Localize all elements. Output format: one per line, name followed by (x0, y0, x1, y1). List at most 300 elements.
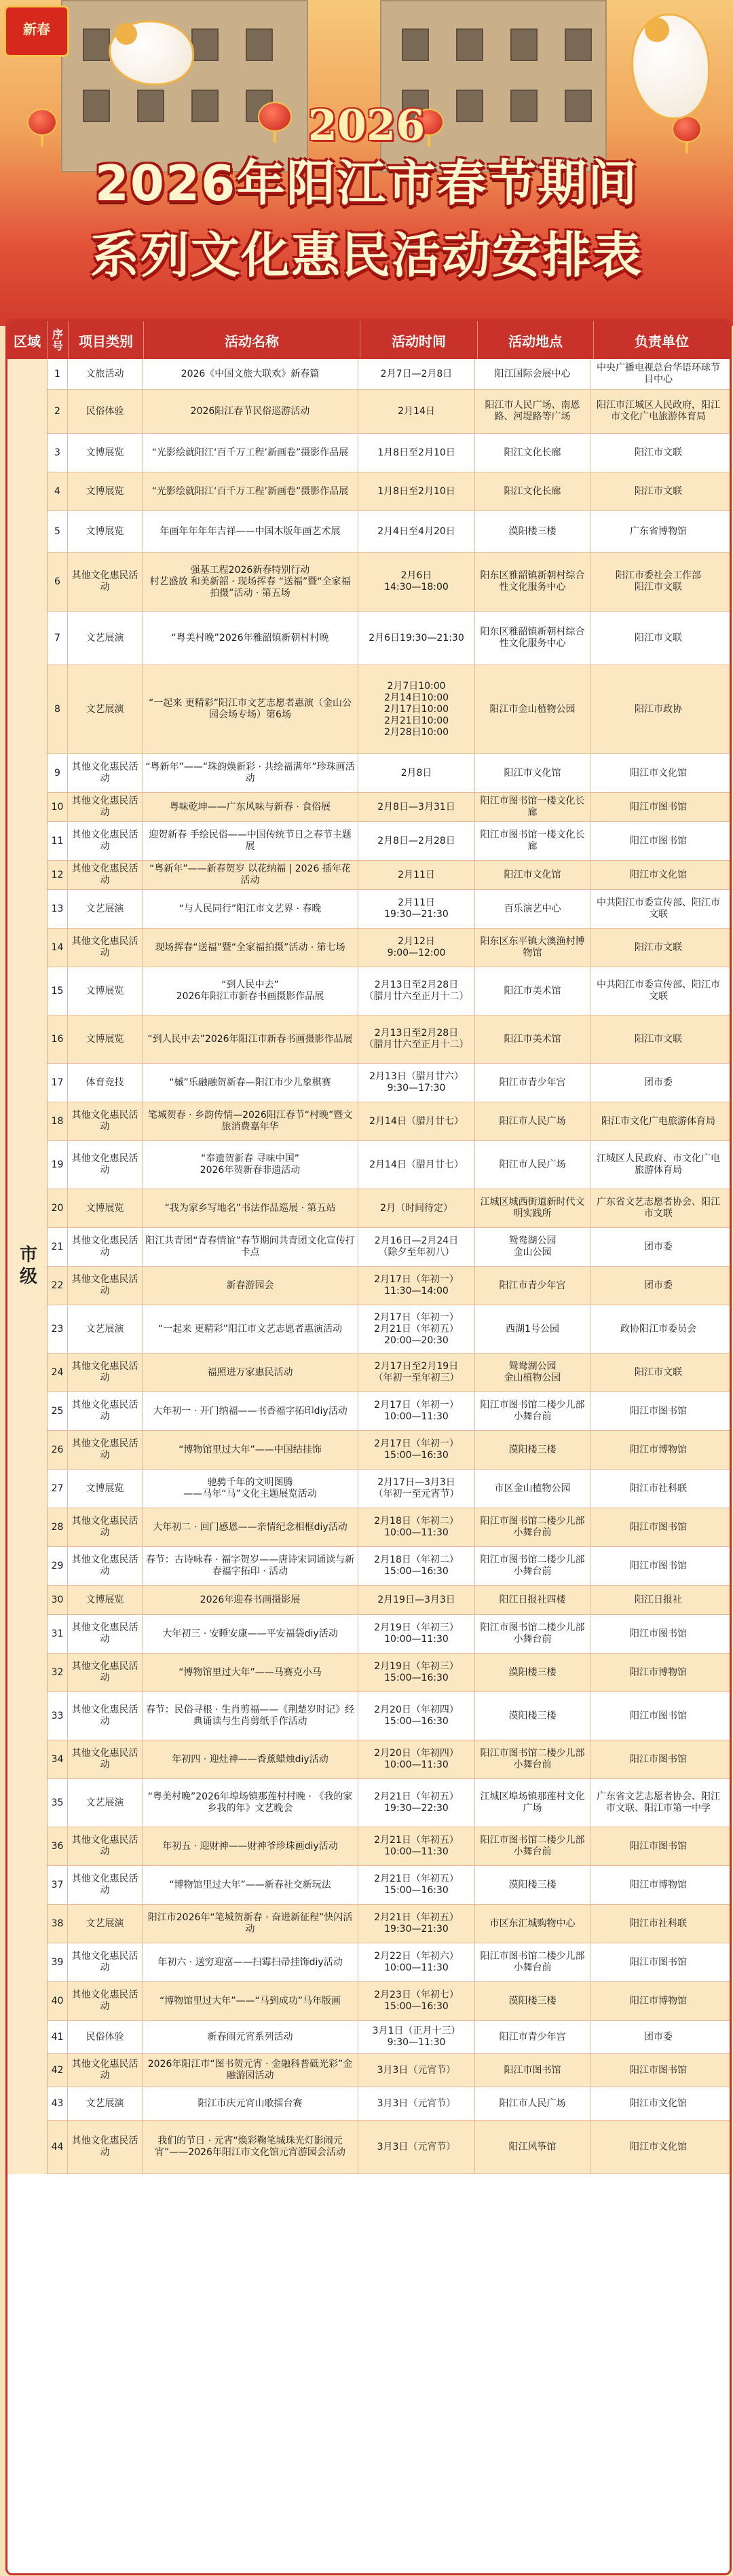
header-region: 区域 (7, 321, 48, 359)
row-no: 16 (48, 1015, 68, 1063)
row-activity-name: “一起来 更精彩”阳江市文艺志愿者惠演活动 (143, 1305, 358, 1353)
row-place: 阳江国际会展中心 (475, 359, 590, 389)
row-activity-name: 2026年迎春书画摄影展 (143, 1586, 358, 1614)
row-time: 2月20日（年初四） 10:00—11:30 (358, 1740, 475, 1778)
table-row (48, 1547, 730, 1586)
table-row (48, 1654, 730, 1692)
table-row (48, 511, 730, 553)
row-category: 文博展览 (68, 434, 143, 472)
row-time: 2月6日 14:30—18:00 (358, 553, 475, 611)
row-activity-name: 福照进万家惠民活动 (143, 1354, 358, 1392)
row-organizer: 广东省文艺志愿者协会、阳江市文联 (597, 1197, 720, 1219)
page-title-line1: 2026年阳江市春节期间 (94, 155, 639, 212)
table-row (48, 1866, 730, 1905)
row-organizer: 团市委 (644, 1241, 673, 1252)
row-activity-name: “到人民中去” 2026年阳江市新春书画摄影作品展 (143, 967, 358, 1015)
table-row (48, 754, 730, 793)
row-organizer: 阳江市文联 (635, 485, 682, 497)
row-time: 1月8日至2月10日 (358, 472, 475, 510)
table-row (48, 967, 730, 1015)
row-time: 2月23日（年初七） 15:00—16:30 (358, 1982, 475, 2020)
row-no: 14 (48, 929, 68, 967)
row-no: 27 (48, 1470, 68, 1508)
table-row (48, 1431, 730, 1470)
row-no: 26 (48, 1431, 68, 1469)
row-place: 漠阳楼三楼 (475, 1431, 590, 1469)
table-row (48, 359, 730, 390)
row-no: 12 (48, 861, 68, 889)
row-place: 漠阳楼三楼 (475, 1866, 590, 1904)
row-time: 2月19日（年初三） 15:00—16:30 (358, 1654, 475, 1692)
row-category: 其他文化惠民活动 (68, 1508, 143, 1546)
row-category: 其他文化惠民活动 (68, 1267, 143, 1305)
row-category: 其他文化惠民活动 (68, 1866, 143, 1904)
row-category: 体育竞技 (68, 1064, 143, 1102)
row-no: 17 (48, 1064, 68, 1102)
row-category: 文博展览 (68, 1470, 143, 1508)
table-row (48, 434, 730, 472)
row-time: 2月21日（年初五） 15:00—16:30 (358, 1866, 475, 1904)
table-row (48, 1905, 730, 1943)
table-row (48, 665, 730, 754)
row-organizer: 阳江市博物馆 (630, 1666, 687, 1678)
row-no: 5 (48, 511, 68, 552)
row-place: 阳江市图书馆二楼少儿部小舞台前 (475, 1547, 590, 1585)
header-no: 序号 (48, 321, 69, 359)
row-activity-name: “我为家乡写地名”书法作品巡展 · 第五站 (143, 1189, 358, 1227)
row-activity-name: “与人民同行”阳江市文艺界 · 春晚 (143, 890, 358, 928)
table-row (48, 1740, 730, 1779)
row-no: 31 (48, 1615, 68, 1653)
row-category: 其他文化惠民活动 (68, 1547, 143, 1585)
row-organizer: 阳江市图书馆 (630, 1628, 687, 1639)
row-place: 阳江市人民广场 (475, 1141, 590, 1189)
table-row (48, 1305, 730, 1354)
row-organizer: 团市委 (644, 2031, 673, 2042)
table-row (48, 1102, 730, 1141)
row-organizer: 阳江市文联 (635, 447, 682, 458)
row-place: 阳江市图书馆 (475, 2054, 590, 2087)
row-activity-name: 现场挥春“送福”暨“全家福拍摄”活动 · 第七场 (143, 929, 358, 967)
row-time: 2月14日 (358, 390, 475, 433)
table-row (48, 1508, 730, 1547)
row-time: 2月21日（年初五） 19:30—22:30 (358, 1779, 475, 1827)
row-organizer: 阳江市图书馆 (630, 1753, 687, 1765)
row-place: 阳东区雅韶镇新朝村综合性文化服务中心 (475, 612, 590, 665)
row-category: 文博展览 (68, 1586, 143, 1614)
row-place: 阳江市美术馆 (475, 1015, 590, 1063)
row-no: 30 (48, 1586, 68, 1614)
row-organizer: 政协阳江市委员会 (620, 1323, 696, 1334)
row-organizer: 阳江市博物馆 (630, 1444, 687, 1455)
row-time: 2月6日19:30—21:30 (358, 612, 475, 665)
row-no: 20 (48, 1189, 68, 1227)
row-category: 其他文化惠民活动 (68, 822, 143, 860)
row-place: 阳江市图书馆二楼少儿部小舞台前 (475, 1827, 590, 1865)
row-no: 37 (48, 1866, 68, 1904)
row-category: 其他文化惠民活动 (68, 1141, 143, 1189)
row-category: 其他文化惠民活动 (68, 1982, 143, 2020)
row-place: 阳江文化长廊 (475, 434, 590, 472)
row-organizer: 阳江市江城区人民政府，阳江市文化广电旅游体育局 (597, 400, 720, 422)
row-time: 2月14日（腊月廿七） (358, 1102, 475, 1140)
row-no: 11 (48, 822, 68, 860)
row-place: 漠阳楼三楼 (475, 1982, 590, 2020)
row-organizer: 阳江市文化馆 (630, 2097, 687, 2109)
row-no: 44 (48, 2121, 68, 2173)
row-category: 其他文化惠民活动 (68, 1615, 143, 1653)
row-no: 1 (48, 359, 68, 389)
row-organizer: 中共阳江市委宣传部、阳江市文联 (597, 897, 720, 920)
table-row (48, 1015, 730, 1064)
row-time: 2月（时间待定） (358, 1189, 475, 1227)
table-row (48, 1982, 730, 2021)
row-activity-name: 驰骋千年的文明图腾 ——马年“马”文化主题展览活动 (143, 1470, 358, 1508)
header-category: 项目类别 (69, 321, 144, 359)
row-time: 3月3日（元宵节） (358, 2087, 475, 2120)
row-time: 2月17日（年初一） 11:30—14:00 (358, 1267, 475, 1305)
row-activity-name: 春节：古诗咏春 · 福字贺岁——唐诗宋词诵读与新春福字拓印 · 活动 (143, 1547, 358, 1585)
row-place: 阳江市图书馆二楼少儿部小舞台前 (475, 1392, 590, 1430)
row-organizer: 阳江市博物馆 (630, 1879, 687, 1890)
row-category: 文博展览 (68, 511, 143, 552)
table-row (48, 612, 730, 665)
row-activity-name: “博物馆里过大年”——中国结挂饰 (143, 1431, 358, 1469)
row-place: 阳东区雅韶镇新朝村综合性文化服务中心 (475, 553, 590, 611)
row-category: 其他文化惠民活动 (68, 2121, 143, 2173)
region-label: 市级 (7, 359, 48, 2174)
header-org: 负责单位 (635, 333, 689, 350)
row-time: 1月8日至2月10日 (358, 434, 475, 472)
row-place: 阳江日报社四楼 (475, 1586, 590, 1614)
row-category: 文博展览 (68, 967, 143, 1015)
page-title-line2: 系列文化惠民活动安排表 (90, 227, 643, 284)
banner (0, 0, 733, 326)
row-activity-name: 阳江共青团“青春情谊”春节期间共青团文化宣传打卡点 (143, 1228, 358, 1266)
row-category: 民俗体验 (68, 2021, 143, 2053)
row-place: 市区金山植物公园 (475, 1470, 590, 1508)
row-time: 2月22日（年初六） 10:00—11:30 (358, 1943, 475, 1981)
row-place: 阳江风筝馆 (475, 2121, 590, 2173)
row-organizer: 阳江市博物馆 (630, 1995, 687, 2006)
table-row (48, 890, 730, 929)
row-place: 阳江市图书馆一楼文化长廊 (475, 793, 590, 821)
row-category: 文艺展演 (68, 1905, 143, 1943)
row-no: 33 (48, 1692, 68, 1740)
table-row (48, 929, 730, 967)
row-activity-name: “奉遗贺新春 寻味中国” 2026年贺新春非遗活动 (143, 1141, 358, 1189)
table-body (7, 359, 730, 2174)
row-activity-name: “光影绘就阳江‘百千万工程’新画卷”摄影作品展 (143, 434, 358, 472)
row-time: 3月3日（元宵节） (358, 2121, 475, 2173)
row-time: 2月11日 (358, 861, 475, 889)
row-activity-name: “光影绘就阳江‘百千万工程’新画卷”摄影作品展 (143, 472, 358, 510)
row-place: 市区东汇城购物中心 (475, 1905, 590, 1943)
row-place: 阳江市人民广场、南恩路、河堤路等广场 (475, 390, 590, 433)
row-no: 43 (48, 2087, 68, 2120)
row-activity-name: 2026年阳江市“图书贺元宵 · 金融科普砥光彩”金融游园活动 (143, 2054, 358, 2087)
row-time: 2月13日至2月28日 （腊月廿六至正月十二） (358, 1015, 475, 1063)
row-no: 39 (48, 1943, 68, 1981)
row-category: 其他文化惠民活动 (68, 1740, 143, 1778)
table-row (48, 861, 730, 890)
row-activity-name: 春节：民俗寻根 · 生肖剪福——《荆楚岁时记》经典诵读与生肖剪纸手作活动 (143, 1692, 358, 1740)
row-organizer: 阳江市文化馆 (630, 869, 687, 880)
row-organizer: 阳江市文联 (635, 941, 682, 953)
row-time: 2月8日 (358, 754, 475, 792)
row-category: 文艺展演 (68, 890, 143, 928)
row-time: 2月17日至2月19日 （年初一至年初三） (358, 1354, 475, 1392)
schedule-table (5, 319, 732, 2575)
row-place: 阳江市青少年宫 (475, 1267, 590, 1305)
row-time: 2月7日—2月8日 (358, 359, 475, 389)
row-time: 2月21日（年初五） 19:30—21:30 (358, 1905, 475, 1943)
row-time: 2月18日（年初二） 15:00—16:30 (358, 1547, 475, 1585)
row-activity-name: 年初五 · 迎财神——财神爷珍珠画diy活动 (143, 1827, 358, 1865)
row-no: 28 (48, 1508, 68, 1546)
row-activity-name: 阳江市2026年“笔城贺新春 · 奋进新征程”快闪活动 (143, 1905, 358, 1943)
row-no: 13 (48, 890, 68, 928)
row-category: 其他文化惠民活动 (68, 861, 143, 889)
table-row (48, 1267, 730, 1305)
table-row (48, 1827, 730, 1866)
row-category: 其他文化惠民活动 (68, 2054, 143, 2087)
row-no: 42 (48, 2054, 68, 2087)
row-place: 阳江市青少年宫 (475, 1064, 590, 1102)
row-no: 40 (48, 1982, 68, 2020)
row-time: 3月1日（正月十三） 9:30—11:30 (358, 2021, 475, 2053)
row-organizer: 阳江市社科联 (630, 1482, 687, 1494)
row-category: 其他文化惠民活动 (68, 1431, 143, 1469)
row-category: 文博展览 (68, 1189, 143, 1227)
row-activity-name: 2026《中国文旅大联欢》新春篇 (143, 359, 358, 389)
horse-mane-icon (115, 23, 137, 45)
row-activity-name: “粤美村晚”2026年雅韶镇新朝村村晚 (143, 612, 358, 665)
row-no: 8 (48, 665, 68, 753)
row-no: 36 (48, 1827, 68, 1865)
row-activity-name: 笔城贺春 · 乡韵传情—2026阳江春节“村晚”暨文旅消费嘉年华 (143, 1102, 358, 1140)
row-category: 其他文化惠民活动 (68, 1354, 143, 1392)
row-category: 文艺展演 (68, 612, 143, 665)
row-activity-name: “一起来 更精彩”阳江市文艺志愿者惠演（金山公园会场专场）第6场 (143, 665, 358, 753)
row-place: 阳江市美术馆 (475, 967, 590, 1015)
row-activity-name: “槭”乐融融贺新春—阳江市少儿象棋赛 (143, 1064, 358, 1102)
row-category: 文旅活动 (68, 359, 143, 389)
row-organizer: 阳江日报社 (635, 1594, 682, 1605)
row-place: 阳江市金山植物公园 (475, 665, 590, 753)
row-no: 19 (48, 1141, 68, 1189)
row-no: 2 (48, 390, 68, 433)
row-category: 其他文化惠民活动 (68, 1392, 143, 1430)
table-row (48, 1141, 730, 1189)
row-time: 2月17日（年初一） 2月21日（年初五） 20:00—20:30 (358, 1305, 475, 1353)
row-place: 漠阳楼三楼 (475, 1692, 590, 1740)
row-activity-name: 新春闹元宵系列活动 (143, 2021, 358, 2053)
row-no: 7 (48, 612, 68, 665)
row-no: 24 (48, 1354, 68, 1392)
row-category: 文艺展演 (68, 1779, 143, 1827)
row-activity-name: 我们的节日 · 元宵“焕彩鞠笔城珠光灯影闹元宵”——2026年阳江市文化馆元宵游园会活动 (143, 2121, 358, 2173)
row-activity-name: “博物馆里过大年”——“马到成功”马年版画 (143, 1982, 358, 2020)
row-category: 其他文化惠民活动 (68, 1102, 143, 1140)
row-category: 其他文化惠民活动 (68, 553, 143, 611)
row-category: 文博展览 (68, 1015, 143, 1063)
row-no: 41 (48, 2021, 68, 2053)
row-activity-name: “粤新年”——“珠韵焕新彩 · 共绘福满年”珍珠画活动 (143, 754, 358, 792)
row-place: 阳江市人民广场 (475, 2087, 590, 2120)
row-place: 阳江市图书馆二楼少儿部小舞台前 (475, 1740, 590, 1778)
row-place: 阳江市图书馆二楼少儿部小舞台前 (475, 1615, 590, 1653)
row-organizer: 阳江市图书馆 (630, 801, 687, 813)
row-no: 18 (48, 1102, 68, 1140)
row-place: 阳江市图书馆二楼少儿部小舞台前 (475, 1508, 590, 1546)
table-row (48, 1354, 730, 1392)
horse-mane-icon (645, 18, 669, 42)
row-activity-name: 新春游园会 (143, 1267, 358, 1305)
row-time: 2月13日（腊月廿六） 9:30—17:30 (358, 1064, 475, 1102)
row-no: 10 (48, 793, 68, 821)
row-activity-name: 粤味乾坤——广东风味与新春 · 食俗展 (143, 793, 358, 821)
table-row (48, 1586, 730, 1615)
new-year-badge: 新春 (4, 5, 69, 57)
row-activity-name: 年画年年年年吉祥——中国木版年画艺术展 (143, 511, 358, 552)
row-place: 阳东区东平镇大澳渔村博物馆 (475, 929, 590, 967)
row-time: 2月19日（年初三） 10:00—11:30 (358, 1615, 475, 1653)
row-no: 4 (48, 472, 68, 510)
row-no: 34 (48, 1740, 68, 1778)
row-organizer: 团市委 (644, 1077, 673, 1088)
row-organizer: 阳江市委社会工作部 阳江市文联 (616, 570, 701, 593)
table-row (48, 1228, 730, 1267)
table-row (48, 2121, 730, 2174)
row-time: 2月21日（年初五） 10:00—11:30 (358, 1827, 475, 1865)
row-category: 文艺展演 (68, 2087, 143, 2120)
row-category: 文艺展演 (68, 665, 143, 753)
row-category: 其他文化惠民活动 (68, 1692, 143, 1740)
row-no: 3 (48, 434, 68, 472)
row-activity-name: “粤美村晚”2026年埠场镇那莲村村晚 · 《我的家乡我的年》文艺晚会 (143, 1779, 358, 1827)
row-time: 3月3日（元宵节） (358, 2054, 475, 2087)
table-row (48, 1779, 730, 1827)
row-time: 2月20日（年初四） 15:00—16:30 (358, 1692, 475, 1740)
row-organizer: 阳江市图书馆 (630, 1710, 687, 1721)
header-place: 活动地点 (478, 321, 594, 359)
table-row (48, 822, 730, 861)
row-activity-name: 年初六 · 送穷迎富——扫霉扫帚挂饰diy活动 (143, 1943, 358, 1981)
table-rows (48, 359, 730, 2174)
table-row (48, 1392, 730, 1431)
row-time: 2月17日（年初一） 10:00—11:30 (358, 1392, 475, 1430)
row-place: 阳江市人民广场 (475, 1102, 590, 1140)
table-row (48, 1189, 730, 1228)
row-no: 25 (48, 1392, 68, 1430)
table-row (48, 472, 730, 511)
row-no: 9 (48, 754, 68, 792)
row-place: 鸳鸯湖公园 金山植物公园 (475, 1354, 590, 1392)
row-organizer: 阳江市文联 (635, 632, 682, 643)
row-time: 2月18日（年初二） 10:00—11:30 (358, 1508, 475, 1546)
row-activity-name: 大年初三 · 安睡安康——平安福袋diy活动 (143, 1615, 358, 1653)
row-organizer: 阳江市文化馆 (630, 767, 687, 779)
row-time: 2月17日—3月3日 （年初一至元宵节） (358, 1470, 475, 1508)
row-organizer: 团市委 (644, 1280, 673, 1291)
row-time: 2月14日（腊月廿七） (358, 1141, 475, 1189)
row-time: 2月11日 19:30—21:30 (358, 890, 475, 928)
table-row (48, 1470, 730, 1508)
row-organizer: 阳江市图书馆 (630, 835, 687, 846)
row-category: 文艺展演 (68, 1305, 143, 1353)
row-time: 2月16日—2月24日 （除夕至年初八） (358, 1228, 475, 1266)
row-time: 2月19日—3月3日 (358, 1586, 475, 1614)
row-organizer: 中共阳江市委宣传部、阳江市文联 (597, 979, 720, 1002)
row-activity-name: 大年初二 · 回门感恩——亲情纪念相框diy活动 (143, 1508, 358, 1546)
row-place: 江城区城西街道新时代文明实践所 (475, 1189, 590, 1227)
row-category: 其他文化惠民活动 (68, 929, 143, 967)
row-no: 15 (48, 967, 68, 1015)
row-activity-name: 迎贺新春 手绘民俗——中国传统节日之春节主题展 (143, 822, 358, 860)
row-no: 38 (48, 1905, 68, 1943)
row-time: 2月8日—3月31日 (358, 793, 475, 821)
row-activity-name: 年初四 · 迎灶神——香薰蜡烛diy活动 (143, 1740, 358, 1778)
row-time: 2月17日（年初一） 15:00—16:30 (358, 1431, 475, 1469)
table-row (48, 1692, 730, 1740)
row-category: 文博展览 (68, 472, 143, 510)
row-organizer: 阳江市文化馆 (630, 2141, 687, 2152)
row-time: 2月12日 9:00—12:00 (358, 929, 475, 967)
table-header (7, 321, 730, 359)
row-place: 江城区埠场镇那莲村文化广场 (475, 1779, 590, 1827)
row-time: 2月7日10:00 2月14日10:00 2月17日10:00 2月21日10:00 2月28日10:00 (358, 665, 475, 753)
row-organizer: 广东省文艺志愿者协会、阳江市文联、阳江市第一中学 (597, 1791, 720, 1814)
row-organizer: 阳江市图书馆 (630, 2064, 687, 2076)
row-activity-name: “博物馆里过大年”——新春社交新玩法 (143, 1866, 358, 1904)
table-row (48, 2087, 730, 2121)
row-place: 阳江市文化馆 (475, 861, 590, 889)
row-place: 鸳鸯湖公园 金山公园 (475, 1228, 590, 1266)
banner-year: 2026 (307, 100, 426, 150)
row-organizer: 阳江市图书馆 (630, 1405, 687, 1417)
row-no: 35 (48, 1779, 68, 1827)
row-organizer: 阳江市图书馆 (630, 1521, 687, 1533)
row-activity-name: 阳江市庆元宵山歌擂台赛 (143, 2087, 358, 2120)
row-place: 阳江市图书馆二楼少儿部小舞台前 (475, 1943, 590, 1981)
row-time: 2月4日至4月20日 (358, 511, 475, 552)
row-category: 其他文化惠民活动 (68, 1943, 143, 1981)
row-no: 29 (48, 1547, 68, 1585)
row-place: 西湖1号公园 (475, 1305, 590, 1353)
table-row (48, 1615, 730, 1654)
row-organizer: 中央广播电视总台华语环球节目中心 (597, 362, 720, 385)
row-activity-name: “到人民中去”2026年阳江市新春书画摄影作品展 (143, 1015, 358, 1063)
row-no: 32 (48, 1654, 68, 1692)
row-organizer: 阳江市政协 (635, 703, 682, 715)
row-no: 6 (48, 553, 68, 611)
row-organizer: 阳江市社科联 (630, 1918, 687, 1929)
row-place: 阳江市青少年宫 (475, 2021, 590, 2053)
row-category: 其他文化惠民活动 (68, 1827, 143, 1865)
row-place: 百乐演艺中心 (475, 890, 590, 928)
row-no: 22 (48, 1267, 68, 1305)
row-no: 21 (48, 1228, 68, 1266)
row-activity-name: “粤新年”——新春贺岁 以花纳福 | 2026 插年花活动 (143, 861, 358, 889)
table-row (48, 1064, 730, 1102)
row-place: 漠阳楼三楼 (475, 511, 590, 552)
header-time: 活动时间 (360, 321, 478, 359)
table-row (48, 553, 730, 612)
row-activity-name: 大年初一 · 开门纳福——书香福字拓印diy活动 (143, 1392, 358, 1430)
row-category: 其他文化惠民活动 (68, 754, 143, 792)
row-activity-name: 2026阳江春节民俗巡游活动 (143, 390, 358, 433)
